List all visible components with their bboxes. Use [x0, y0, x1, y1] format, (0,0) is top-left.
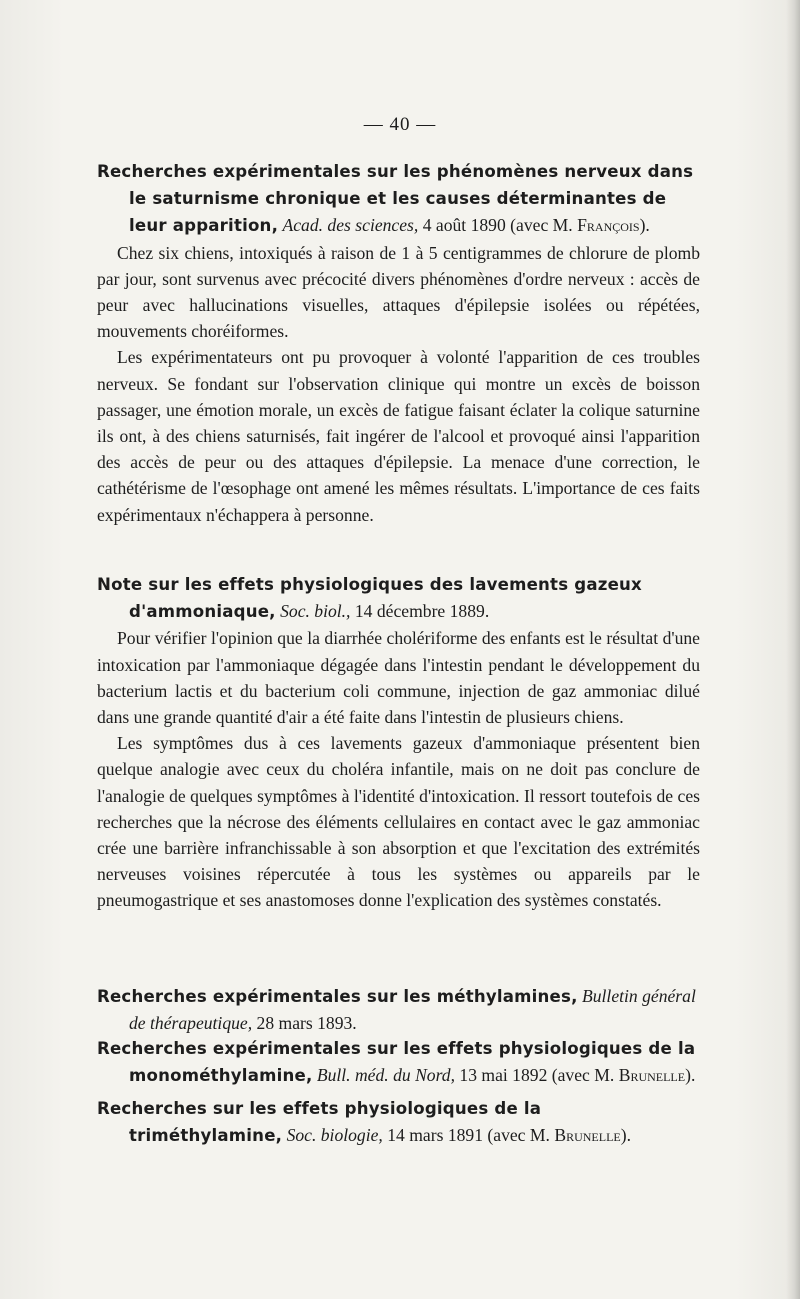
entry-date: 4 août 1890 (avec M. — [422, 215, 573, 236]
bibliography-entry — [97, 1095, 700, 1149]
entry-heading — [97, 1035, 700, 1089]
entry-source: Bulletin général de thérapeutique, — [129, 986, 696, 1034]
bibliography-entry — [97, 983, 700, 1036]
entry-date: 28 mars 1893. — [256, 1013, 357, 1034]
entry-date: 13 mai 1892 (avec M. — [459, 1065, 615, 1086]
entry-heading — [97, 571, 700, 625]
entry-heading — [97, 158, 700, 240]
entry-title: Recherches expérimentales sur les effets physiologiques de la monométhylamine, — [97, 1039, 696, 1086]
bibliography-entry — [97, 571, 700, 914]
entry-author: François — [577, 215, 640, 236]
page-binding-shadow — [786, 0, 800, 1299]
entry-source: Bull. méd. du Nord, — [316, 1065, 455, 1086]
entry-paragraph: Les symptômes dus à ces lavements gazeux d'ammoniaque présentent bien quelque analogie avec ceux du choléra infantile, mais on ne doit pas conclure de l'analogie de quelques symptômes à l'identité d'intoxication. Il ressort toutefois de ces recherches que la nécrose des éléments cellulaires en contact avec le gaz ammoniac crée une barrière infranchissable à son absorption et que l'excitation des extrémités nerveuses voisines répercutée à tous les systèmes ou appareils par le pneumogastrique et ses anastomoses donne l'explication des systèmes constatés. — [97, 733, 700, 911]
bibliography-entry — [97, 158, 700, 528]
entry-source: Soc. biologie, — [286, 1125, 383, 1146]
entry-source: Soc. biol., — [280, 601, 351, 622]
entry-source: Acad. des sciences, — [282, 215, 419, 236]
entry-heading — [97, 1095, 700, 1149]
entry-author: Brunelle — [618, 1065, 686, 1086]
entry-paragraph: Pour vérifier l'opinion que la diarrhée cholériforme des enfants est le résultat d'une intoxication par l'ammoniaque dégagée dans l'intestin pendant le développement du bacterium lactis et du bacterium coli commune, injection de gaz ammoniac dilué dans une grande quantité d'air a été faite dans l'intestin de plusieurs chiens. — [97, 628, 700, 728]
entry-heading — [97, 983, 700, 1036]
bibliography-entry — [97, 1035, 700, 1089]
entry-date: 14 décembre 1889. — [354, 601, 490, 622]
entry-title: Note sur les effets physiologiques des lavements gazeux d'ammoniaque, — [97, 575, 642, 622]
entry-author: Brunelle — [554, 1125, 621, 1146]
entry-closing: ). — [639, 215, 650, 236]
entry-paragraph: Chez six chiens, intoxiqués à raison de 1 à 5 centigrammes de chlorure de plomb par jour, sont survenus avec précocité divers phénomènes d'ordre nerveux : accès de peur avec hallucinations visuelles, attaques d'épilepsie isolées ou répétées, mouvements choréiformes. — [97, 242, 700, 342]
entry-title: Recherches expérimentales sur les méthylamines, — [97, 987, 578, 1006]
entry-closing: ). — [685, 1065, 696, 1086]
entry-title: Recherches sur les effets physiologiques de la triméthylamine, — [97, 1099, 542, 1146]
page-number: — 40 — — [363, 114, 437, 135]
entry-paragraph: Les expérimentateurs ont pu provoquer à volonté l'apparition de ces troubles nerveux. Se fondant sur l'observation clinique qui montre un excès de boisson passager, une émotion morale, un excès de fatigue faisant éclater la colique saturnine ils ont, à des chiens saturnisés, fait ingérer de l'alcool et provoqué ainsi l'apparition des accès de peur ou des attaques d'épilepsie. La menace d'une correction, le cathétérisme de l'œsophage ont amené les mêmes résultats. L'importance de ces faits expérimentaux n'échappera à personne. — [97, 347, 700, 525]
entry-closing: ). — [620, 1125, 632, 1146]
entry-date: 14 mars 1891 (avec M. — [387, 1125, 550, 1146]
entry-title: Recherches expérimentales sur les phénomènes nerveux dans le saturnisme chronique et les causes déterminantes de leur apparition, — [97, 162, 694, 236]
